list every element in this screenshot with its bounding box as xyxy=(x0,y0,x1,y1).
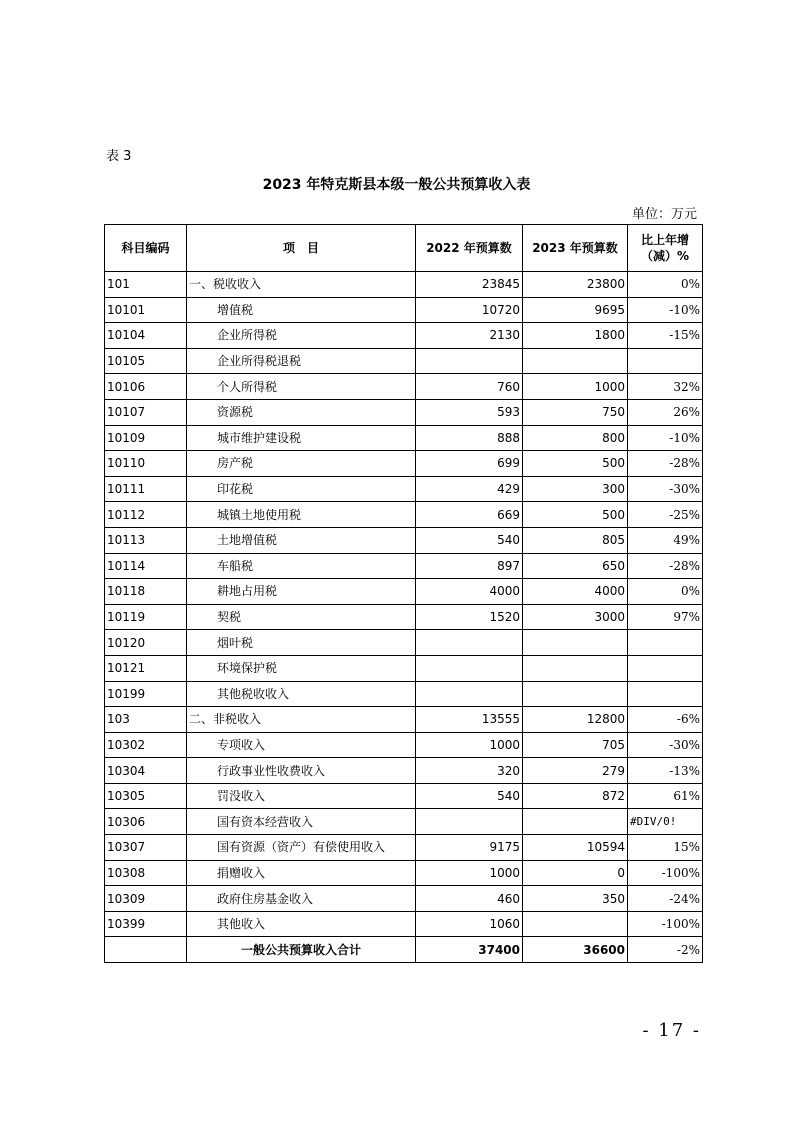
table-row xyxy=(105,272,703,298)
table-row xyxy=(105,758,703,784)
row-code: 10199 xyxy=(105,681,187,707)
row-change xyxy=(628,630,703,656)
header-change: 比上年增（减）% xyxy=(628,225,703,272)
row-budget-2023: 10594 xyxy=(523,835,628,861)
table-row xyxy=(105,374,703,400)
row-change: -100% xyxy=(628,860,703,886)
row-change xyxy=(628,681,703,707)
row-budget-2022: 540 xyxy=(416,527,523,553)
total-name: 一般公共预算收入合计 xyxy=(187,937,416,963)
row-name: 契税 xyxy=(187,604,416,630)
total-code xyxy=(105,937,187,963)
row-change: -28% xyxy=(628,451,703,477)
total-budget-2023: 36600 xyxy=(523,937,628,963)
row-code: 10114 xyxy=(105,553,187,579)
table-row xyxy=(105,860,703,886)
table-row xyxy=(105,399,703,425)
row-name: 罚没收入 xyxy=(187,783,416,809)
row-budget-2023: 3000 xyxy=(523,604,628,630)
table-row xyxy=(105,476,703,502)
row-name: 其他税收收入 xyxy=(187,681,416,707)
header-code: 科目编码 xyxy=(105,225,187,272)
row-code: 10399 xyxy=(105,911,187,937)
table-row xyxy=(105,604,703,630)
table-row xyxy=(105,527,703,553)
row-budget-2023 xyxy=(523,655,628,681)
row-budget-2022: 888 xyxy=(416,425,523,451)
row-code: 10106 xyxy=(105,374,187,400)
unit-label: 单位：万元 xyxy=(631,207,697,222)
row-budget-2022 xyxy=(416,630,523,656)
row-budget-2023: 650 xyxy=(523,553,628,579)
header-budget-2022: 2022 年预算数 xyxy=(416,225,523,272)
row-budget-2023 xyxy=(523,630,628,656)
row-name: 一、税收收入 xyxy=(187,272,416,298)
row-name: 房产税 xyxy=(187,451,416,477)
row-name: 环境保护税 xyxy=(187,655,416,681)
row-budget-2022: 699 xyxy=(416,451,523,477)
row-change: -6% xyxy=(628,707,703,733)
row-change: -25% xyxy=(628,502,703,528)
page-number: - 17 - xyxy=(642,1020,701,1041)
row-code: 10109 xyxy=(105,425,187,451)
row-change: 32% xyxy=(628,374,703,400)
row-budget-2022: 10720 xyxy=(416,297,523,323)
budget-table xyxy=(104,224,703,963)
row-name: 耕地占用税 xyxy=(187,579,416,605)
row-budget-2023: 1000 xyxy=(523,374,628,400)
row-code: 10120 xyxy=(105,630,187,656)
table-row xyxy=(105,886,703,912)
row-budget-2022: 13555 xyxy=(416,707,523,733)
row-change: -10% xyxy=(628,297,703,323)
row-budget-2022 xyxy=(416,809,523,835)
row-code: 10110 xyxy=(105,451,187,477)
row-budget-2022: 897 xyxy=(416,553,523,579)
row-change: -24% xyxy=(628,886,703,912)
row-code: 10121 xyxy=(105,655,187,681)
row-budget-2023: 750 xyxy=(523,399,628,425)
row-name: 捐赠收入 xyxy=(187,860,416,886)
row-budget-2022: 429 xyxy=(416,476,523,502)
row-change: 0% xyxy=(628,579,703,605)
table-label: 表 3 xyxy=(106,149,132,164)
row-budget-2022: 2130 xyxy=(416,323,523,349)
row-code: 10307 xyxy=(105,835,187,861)
row-budget-2023 xyxy=(523,348,628,374)
row-name: 资源税 xyxy=(187,399,416,425)
row-change: -100% xyxy=(628,911,703,937)
table-row xyxy=(105,681,703,707)
row-change: 61% xyxy=(628,783,703,809)
row-budget-2022: 4000 xyxy=(416,579,523,605)
row-name: 行政事业性收费收入 xyxy=(187,758,416,784)
row-budget-2022: 9175 xyxy=(416,835,523,861)
row-code: 103 xyxy=(105,707,187,733)
row-budget-2023: 500 xyxy=(523,451,628,477)
table-row xyxy=(105,451,703,477)
table-row xyxy=(105,707,703,733)
row-name: 企业所得税退税 xyxy=(187,348,416,374)
row-name: 城镇土地使用税 xyxy=(187,502,416,528)
row-name: 其他收入 xyxy=(187,911,416,937)
row-budget-2023: 350 xyxy=(523,886,628,912)
row-change: 0% xyxy=(628,272,703,298)
row-budget-2023 xyxy=(523,681,628,707)
row-change: -10% xyxy=(628,425,703,451)
row-change: 26% xyxy=(628,399,703,425)
row-budget-2022: 23845 xyxy=(416,272,523,298)
table-row xyxy=(105,655,703,681)
row-budget-2022 xyxy=(416,655,523,681)
row-name: 城市维护建设税 xyxy=(187,425,416,451)
row-name: 印花税 xyxy=(187,476,416,502)
row-budget-2022 xyxy=(416,681,523,707)
row-budget-2023: 705 xyxy=(523,732,628,758)
table-row xyxy=(105,323,703,349)
row-budget-2022 xyxy=(416,348,523,374)
table-row xyxy=(105,553,703,579)
row-code: 10306 xyxy=(105,809,187,835)
row-change: 49% xyxy=(628,527,703,553)
table-row xyxy=(105,911,703,937)
table-row xyxy=(105,297,703,323)
row-name: 专项收入 xyxy=(187,732,416,758)
row-budget-2023: 0 xyxy=(523,860,628,886)
table-row xyxy=(105,425,703,451)
row-budget-2022: 593 xyxy=(416,399,523,425)
row-budget-2023: 800 xyxy=(523,425,628,451)
row-change: -30% xyxy=(628,732,703,758)
row-code: 10308 xyxy=(105,860,187,886)
row-name: 烟叶税 xyxy=(187,630,416,656)
row-budget-2023: 300 xyxy=(523,476,628,502)
row-budget-2022: 669 xyxy=(416,502,523,528)
row-code: 10309 xyxy=(105,886,187,912)
row-name: 车船税 xyxy=(187,553,416,579)
row-name: 政府住房基金收入 xyxy=(187,886,416,912)
row-change: 97% xyxy=(628,604,703,630)
row-budget-2022: 320 xyxy=(416,758,523,784)
table-row xyxy=(105,348,703,374)
row-change: 15% xyxy=(628,835,703,861)
row-name: 土地增值税 xyxy=(187,527,416,553)
row-code: 10112 xyxy=(105,502,187,528)
row-code: 10118 xyxy=(105,579,187,605)
row-code: 10304 xyxy=(105,758,187,784)
row-code: 10104 xyxy=(105,323,187,349)
table-header-row xyxy=(105,225,703,272)
table-row xyxy=(105,732,703,758)
row-code: 10105 xyxy=(105,348,187,374)
row-name: 企业所得税 xyxy=(187,323,416,349)
row-budget-2023 xyxy=(523,809,628,835)
row-budget-2023: 872 xyxy=(523,783,628,809)
row-change xyxy=(628,348,703,374)
row-budget-2023 xyxy=(523,911,628,937)
page-title: 2023 年特克斯县本级一般公共预算收入表 xyxy=(262,177,531,193)
row-change: -30% xyxy=(628,476,703,502)
table-row xyxy=(105,630,703,656)
row-code: 10305 xyxy=(105,783,187,809)
table-row xyxy=(105,502,703,528)
row-name: 二、非税收入 xyxy=(187,707,416,733)
header-budget-2023: 2023 年预算数 xyxy=(523,225,628,272)
row-budget-2022: 1060 xyxy=(416,911,523,937)
row-code: 10111 xyxy=(105,476,187,502)
table-row xyxy=(105,809,703,835)
row-budget-2022: 540 xyxy=(416,783,523,809)
total-change: -2% xyxy=(628,937,703,963)
row-budget-2023: 500 xyxy=(523,502,628,528)
row-change: -13% xyxy=(628,758,703,784)
row-code: 10302 xyxy=(105,732,187,758)
row-budget-2023: 9695 xyxy=(523,297,628,323)
row-code: 10107 xyxy=(105,399,187,425)
row-name: 国有资源（资产）有偿使用收入 xyxy=(187,835,416,861)
row-change: -28% xyxy=(628,553,703,579)
table-body xyxy=(105,272,703,937)
row-budget-2023: 12800 xyxy=(523,707,628,733)
total-row xyxy=(105,937,703,963)
row-budget-2022: 460 xyxy=(416,886,523,912)
row-code: 10101 xyxy=(105,297,187,323)
row-budget-2023: 4000 xyxy=(523,579,628,605)
row-budget-2023: 1800 xyxy=(523,323,628,349)
row-budget-2023: 805 xyxy=(523,527,628,553)
table-row xyxy=(105,783,703,809)
row-name: 国有资本经营收入 xyxy=(187,809,416,835)
row-change xyxy=(628,655,703,681)
table-row xyxy=(105,835,703,861)
row-name: 增值税 xyxy=(187,297,416,323)
row-budget-2022: 1000 xyxy=(416,860,523,886)
header-item: 项 目 xyxy=(187,225,416,272)
row-name: 个人所得税 xyxy=(187,374,416,400)
total-budget-2022: 37400 xyxy=(416,937,523,963)
row-budget-2022: 760 xyxy=(416,374,523,400)
row-budget-2023: 23800 xyxy=(523,272,628,298)
row-code: 10113 xyxy=(105,527,187,553)
row-change: #DIV/0! xyxy=(628,809,703,835)
row-code: 101 xyxy=(105,272,187,298)
row-code: 10119 xyxy=(105,604,187,630)
table-row xyxy=(105,579,703,605)
row-budget-2023: 279 xyxy=(523,758,628,784)
row-budget-2022: 1520 xyxy=(416,604,523,630)
row-budget-2022: 1000 xyxy=(416,732,523,758)
row-change: -15% xyxy=(628,323,703,349)
